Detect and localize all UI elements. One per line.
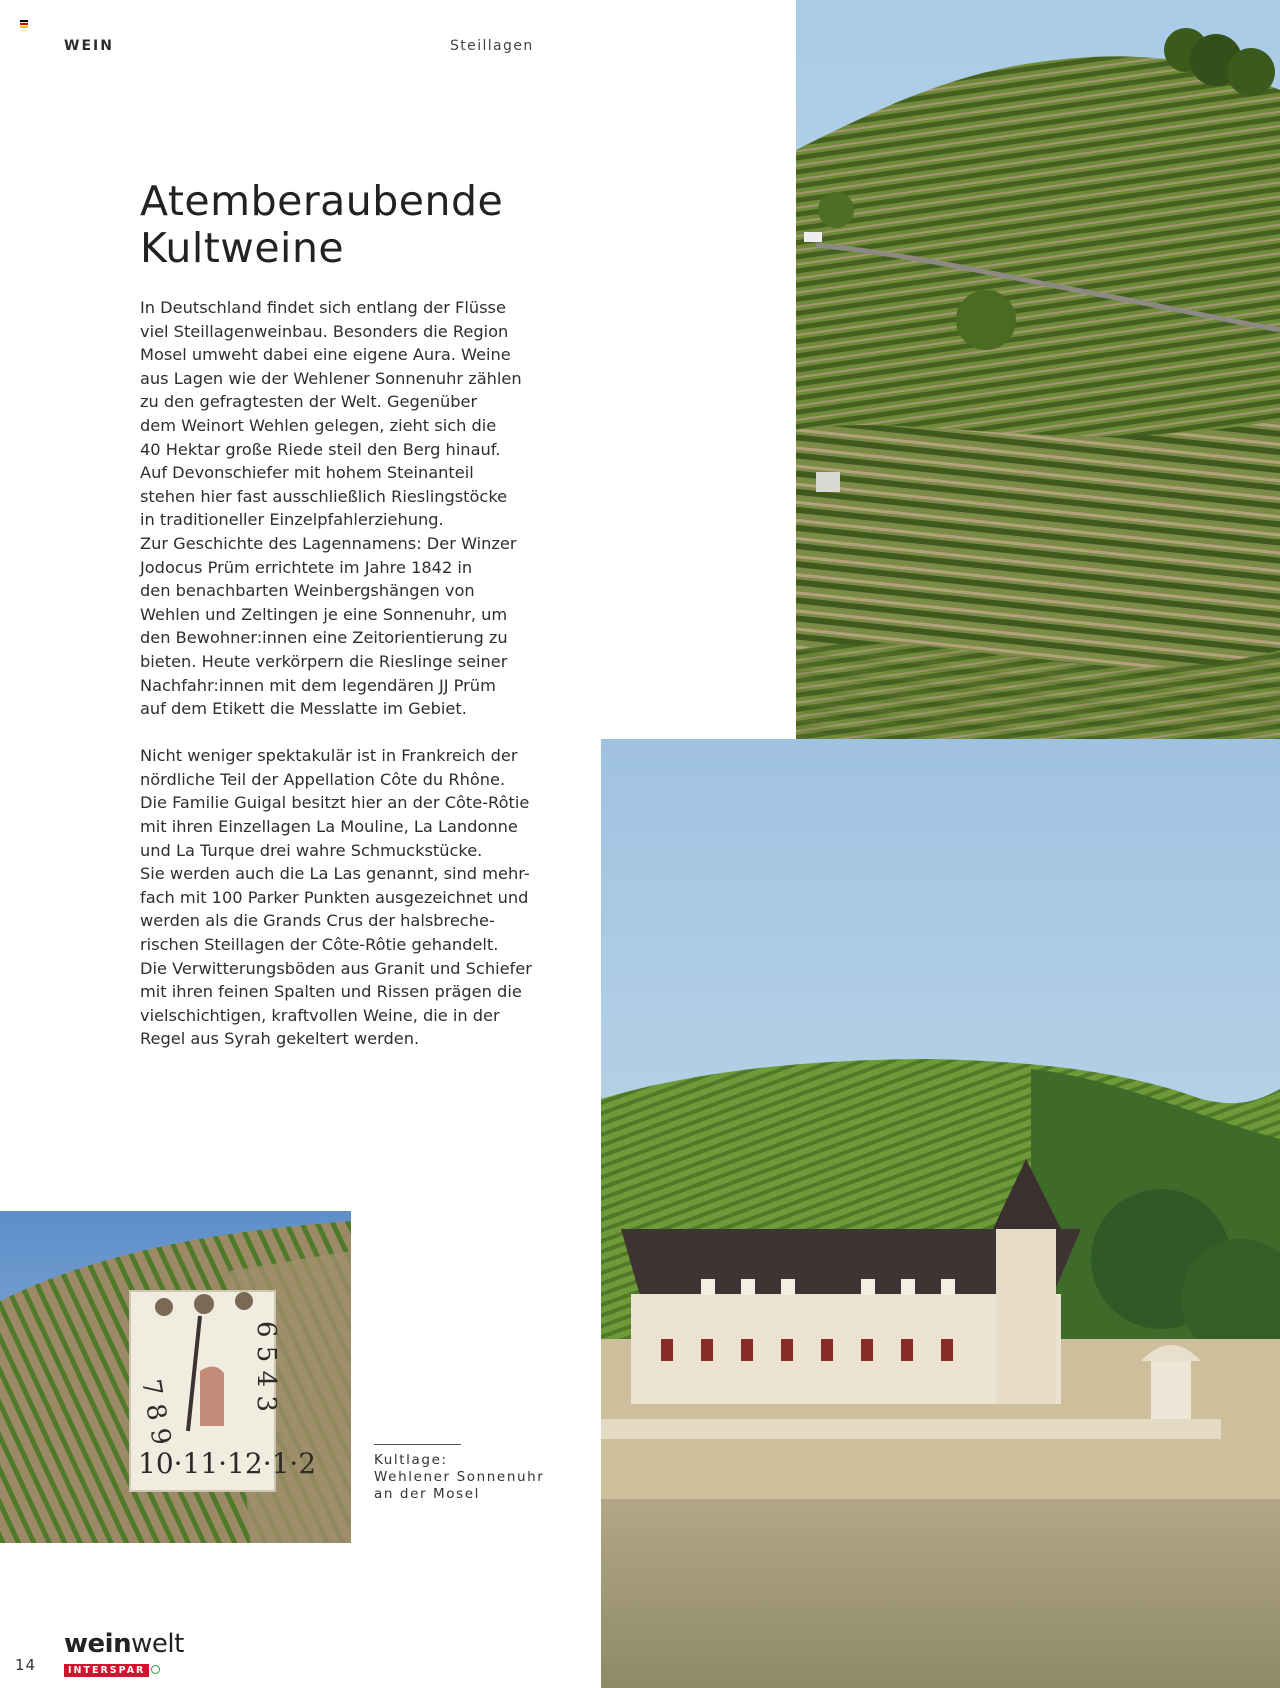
sundial-numerals-left: 7 8 9 bbox=[135, 1377, 177, 1448]
article-paragraph-2: Nicht weniger spektakulär ist in Frankreich der nördliche Teil der Appellation Côte du Rhône. Die Familie Guigal besitzt hier an der Côte-Rôtie mit ihren Einzellagen La Mouline, La Landonne und La Turque drei wahre Schmuckstücke. Sie werden auch die La Las genannt, sind mehr- fach mit 100 Parker Punkten ausgezeichnet und werden als die Grands Crus der halsbreche- rischen Steillagen der Côte-Rôtie gehandelt. Die Verwitterungsböden aus Granit und Schiefer mit ihren feinen Spalten und Rissen prägen die vielschichtigen, kraftvollen Weine, die in der Regel aus Syrah gekeltert werden. bbox=[140, 746, 532, 1049]
logo-sub: INTERSPAR bbox=[64, 1664, 149, 1677]
section-topic: Steillagen bbox=[450, 38, 534, 54]
sundial-numerals-bottom: 10·11·12·1·2 bbox=[138, 1447, 317, 1480]
weinwelt-logo bbox=[64, 1630, 184, 1677]
interspar-leaf-icon bbox=[151, 1665, 160, 1674]
section-label: WEIN bbox=[64, 38, 114, 54]
sundial-photo bbox=[0, 1211, 351, 1543]
headline-line-2: Kultweine bbox=[140, 224, 345, 272]
photo-caption bbox=[374, 1452, 564, 1503]
logo-regular: welt bbox=[131, 1629, 184, 1659]
page-number: 14 bbox=[15, 1656, 37, 1674]
sundial-numerals-right: 6 5 4 3 bbox=[251, 1321, 281, 1412]
flag-icon bbox=[20, 20, 28, 27]
caption-line-2: Wehlener Sonnenuhr bbox=[374, 1469, 545, 1485]
chateau-rhone-photo bbox=[601, 739, 1280, 1688]
caption-line-3: an der Mosel bbox=[374, 1486, 481, 1502]
article-body bbox=[140, 296, 540, 1075]
logo-bold: wein bbox=[64, 1629, 132, 1659]
caption-line-1: Kultlage: bbox=[374, 1452, 448, 1468]
caption-rule bbox=[374, 1444, 461, 1445]
article-headline bbox=[140, 178, 580, 272]
headline-line-1: Atemberaubende bbox=[140, 177, 504, 225]
article-paragraph-1: In Deutschland findet sich entlang der Flüsse viel Steillagenweinbau. Besonders die Region Mosel umweht dabei eine eigene Aura. Weine aus Lagen wie der Wehlener Sonnenuhr zählen zu den gefragtesten der Welt. Gegenüber dem Weinort Wehlen gelegen, zieht sich die 40 Hektar große Riede steil den Berg hinauf. Auf Devonschiefer mit hohem Steinanteil stehen hier fast ausschließlich Rieslingstöcke in traditioneller Einzelpfahlerziehung. Zur Geschichte des Lagennamens: Der Winzer Jodocus Prüm errichtete im Jahre 1842 in den benachbarten Weinbergshängen von Wehlen und Zeltingen je eine Sonnenuhr, um den Bewohner:innen eine Zeitorientierung zu bieten. Heute verkörpern die Rieslinge seiner Nachfahr:innen mit dem legendären JJ Prüm auf dem Etikett die Messlatte im Gebiet. bbox=[140, 298, 522, 719]
